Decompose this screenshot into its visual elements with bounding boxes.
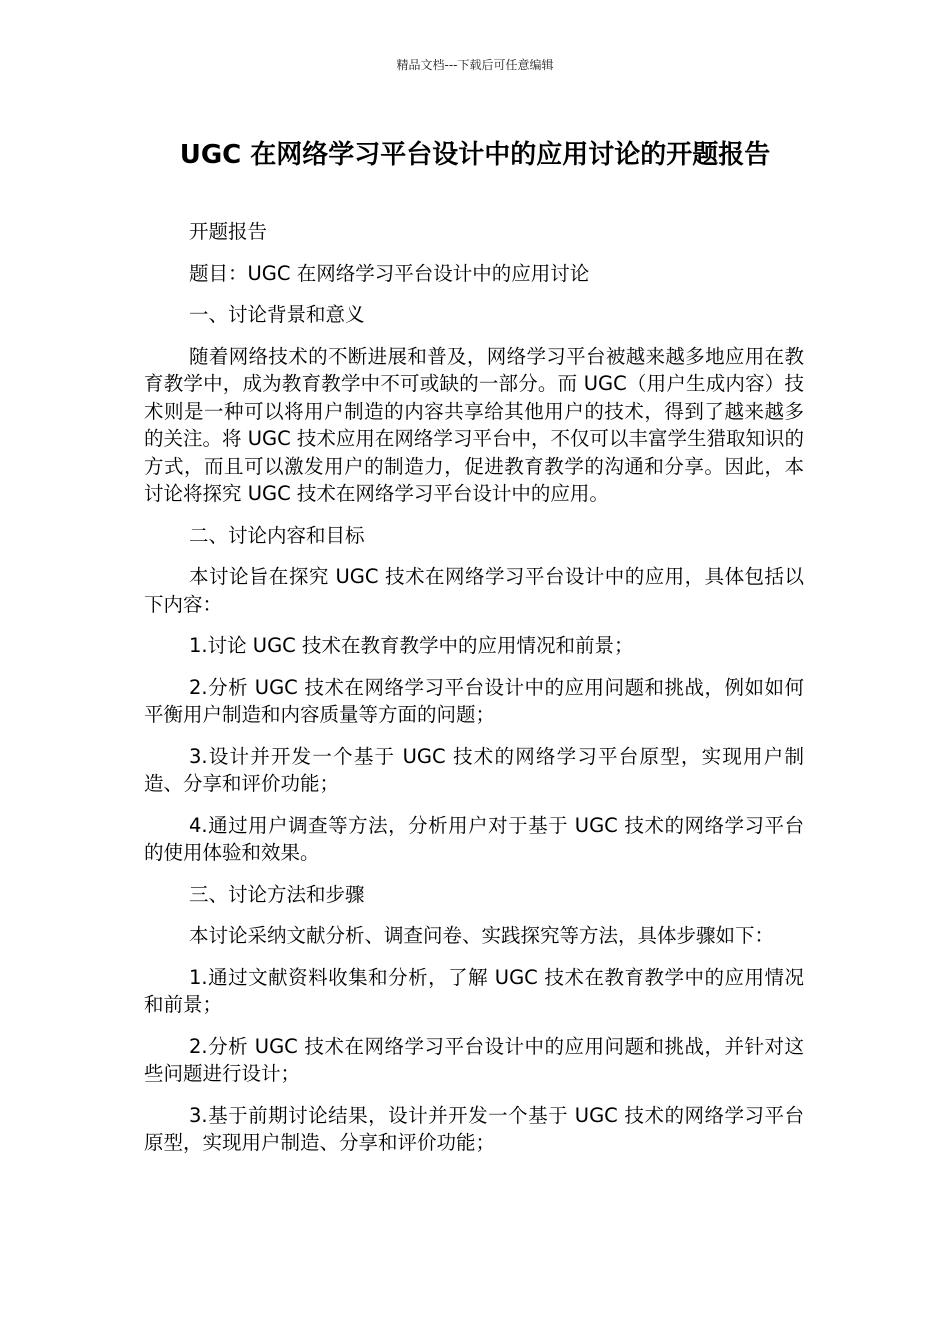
header-note: 精品文档---下载后可任意编辑	[396, 58, 554, 72]
paragraph-background: 随着网络技术的不断进展和普及，网络学习平台被越来越多地应用在教育教学中，成为教育教学中不可或缺的一部分。而 UGC（用户生成内容）技术则是一种可以将用户制造的内容共享给其他用户的技术，得到了越来越多的关注。将 UGC 技术应用在网络学习平台中，不仅可以丰富学生猎取知识的方式，而且可以激发用户的制造力，促进教育教学的沟通和分享。因此，本讨论将探究 UGC 技术在网络学习平台设计中的应用。	[144, 344, 804, 505]
list-item-step-2: 2.分析 UGC 技术在网络学习平台设计中的应用问题和挑战，并针对这些问题进行设计；	[144, 1034, 804, 1085]
list-item-content-1: 1.讨论 UGC 技术在教育教学中的应用情况和前景；	[189, 634, 634, 657]
document-title: UGC 在网络学习平台设计中的应用讨论的开题报告	[179, 140, 771, 170]
paragraph-content-intro: 本讨论旨在探究 UGC 技术在网络学习平台设计中的应用，具体包括以下内容：	[144, 565, 804, 616]
paragraph-methods-intro: 本讨论采纳文献分析、调查问卷、实践探究等方法，具体步骤如下：	[189, 924, 775, 947]
paragraph-report-label: 开题报告	[189, 220, 268, 243]
list-item-step-1: 1.通过文献资料收集和分析，了解 UGC 技术在教育教学中的应用情况和前景；	[144, 965, 804, 1016]
list-item-content-3: 3.设计并开发一个基于 UGC 技术的网络学习平台原型，实现用户制造、分享和评价功能；	[144, 744, 804, 795]
list-item-content-2: 2.分析 UGC 技术在网络学习平台设计中的应用问题和挑战，例如如何平衡用户制造和内容质量等方面的问题；	[144, 675, 804, 726]
list-item-content-4: 4.通过用户调查等方法，分析用户对于基于 UGC 技术的网络学习平台的使用体验和效果。	[144, 813, 804, 864]
section-heading-content-goals: 二、讨论内容和目标	[189, 523, 365, 547]
paragraph-topic: 题目：UGC 在网络学习平台设计中的应用讨论	[189, 261, 590, 285]
list-item-step-3: 3.基于前期讨论结果，设计并开发一个基于 UGC 技术的网络学习平台原型，实现用户制造、分享和评价功能；	[144, 1103, 804, 1154]
section-heading-background: 一、讨论背景和意义	[189, 303, 365, 326]
section-heading-methods: 三、讨论方法和步骤	[189, 882, 365, 906]
document-body	[144, 218, 804, 1171]
